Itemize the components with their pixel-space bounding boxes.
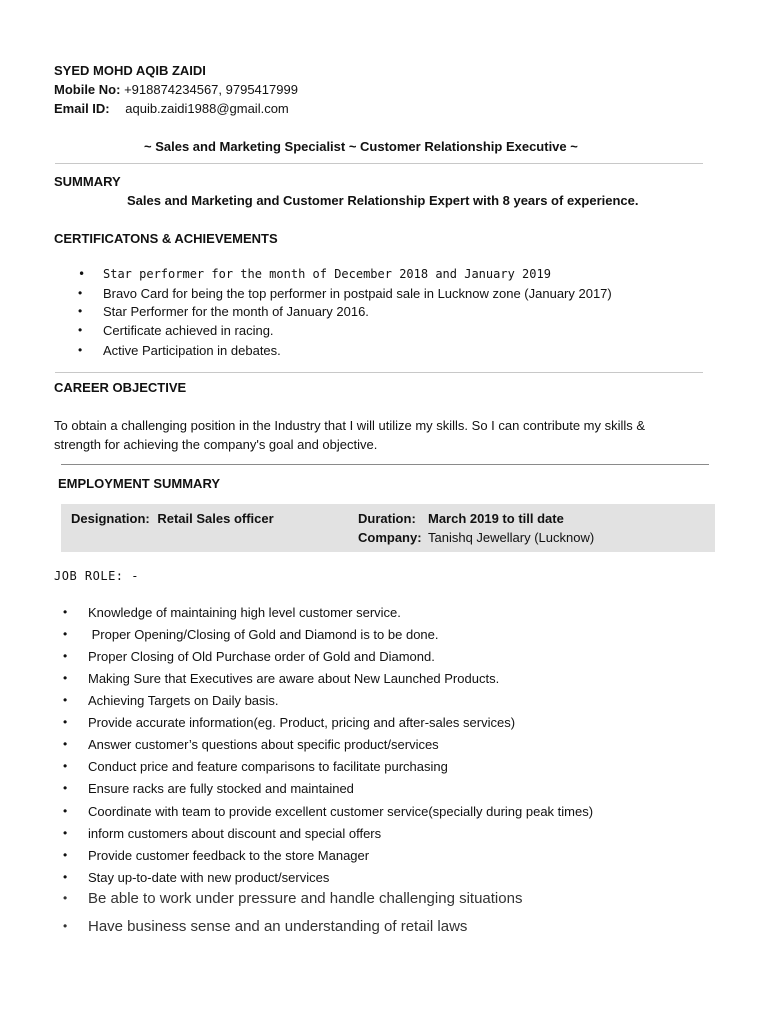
- employment-heading: EMPLOYMENT SUMMARY: [58, 476, 221, 491]
- list-item: • Certificate achieved in racing.: [78, 323, 274, 338]
- list-item: • Bravo Card for being the top performer in postpaid sale in Lucknow zone (January 2017): [78, 286, 612, 301]
- list-item: • Provide customer feedback to the store Manager: [63, 848, 370, 863]
- divider: [55, 163, 703, 164]
- job-role-heading: JOB ROLE: -: [54, 569, 139, 583]
- career-objective-line-1: To obtain a challenging position in the Industry that I will utilize my skills. So I can contribute my skills &: [54, 418, 646, 433]
- designation-value: Retail Sales officer: [157, 511, 274, 526]
- list-item: • Provide accurate information(eg. Product, pricing and after-sales services): [63, 715, 516, 730]
- list-item: • Star Performer for the month of January 2016.: [78, 304, 369, 319]
- list-item: • Knowledge of maintaining high level customer service.: [63, 605, 401, 620]
- mobile-line: [54, 82, 298, 97]
- designation-line: [71, 511, 274, 526]
- divider: [55, 372, 703, 373]
- list-item: • Conduct price and feature comparisons to facilitate purchasing: [63, 759, 448, 774]
- list-item: • Star performer for the month of December 2018 and January 2019: [78, 267, 551, 281]
- mobile-label: Mobile No:: [54, 82, 121, 97]
- duration-value: March 2019 to till date: [428, 511, 564, 526]
- summary-heading: SUMMARY: [54, 174, 121, 189]
- divider: [61, 464, 709, 465]
- career-objective-line-2: strength for achieving the company's goal and objective.: [54, 437, 378, 452]
- designation-label: Designation:: [71, 511, 150, 526]
- list-item: • Answer customer’s questions about specific product/services: [63, 737, 439, 752]
- career-objective-heading: CAREER OBJECTIVE: [54, 380, 187, 395]
- list-item: • Achieving Targets on Daily basis.: [63, 693, 279, 708]
- tagline: ~ Sales and Marketing Specialist ~ Customer Relationship Executive ~: [144, 139, 578, 154]
- company-label: Company:: [358, 530, 422, 545]
- list-item: • Have business sense and an understanding of retail laws: [63, 918, 468, 935]
- list-item: • Ensure racks are fully stocked and maintained: [63, 781, 354, 796]
- email-line: [54, 101, 289, 116]
- email-value: aquib.zaidi1988@gmail.com: [125, 101, 289, 116]
- mobile-value: +918874234567, 9795417999: [124, 82, 298, 97]
- list-item: • Active Participation in debates.: [78, 343, 281, 358]
- candidate-name: SYED MOHD AQIB ZAIDI: [54, 63, 206, 78]
- company-value: Tanishq Jewellary (Lucknow): [428, 530, 595, 545]
- list-item: • Be able to work under pressure and handle challenging situations: [63, 890, 523, 907]
- certifications-heading: CERTIFICATONS & ACHIEVEMENTS: [54, 231, 278, 246]
- list-item: • Stay up-to-date with new product/services: [63, 870, 330, 885]
- list-item: • Proper Closing of Old Purchase order of Gold and Diamond.: [63, 649, 435, 664]
- list-item: • Proper Opening/Closing of Gold and Diamond is to be done.: [63, 627, 439, 642]
- duration-label: Duration:: [358, 511, 416, 526]
- list-item: • Making Sure that Executives are aware about New Launched Products.: [63, 671, 500, 686]
- summary-text: Sales and Marketing and Customer Relationship Expert with 8 years of experience.: [127, 193, 639, 208]
- email-label: Email ID:: [54, 101, 110, 116]
- list-item: • Coordinate with team to provide excellent customer service(specially during peak times): [63, 804, 594, 819]
- list-item: • inform customers about discount and special offers: [63, 826, 382, 841]
